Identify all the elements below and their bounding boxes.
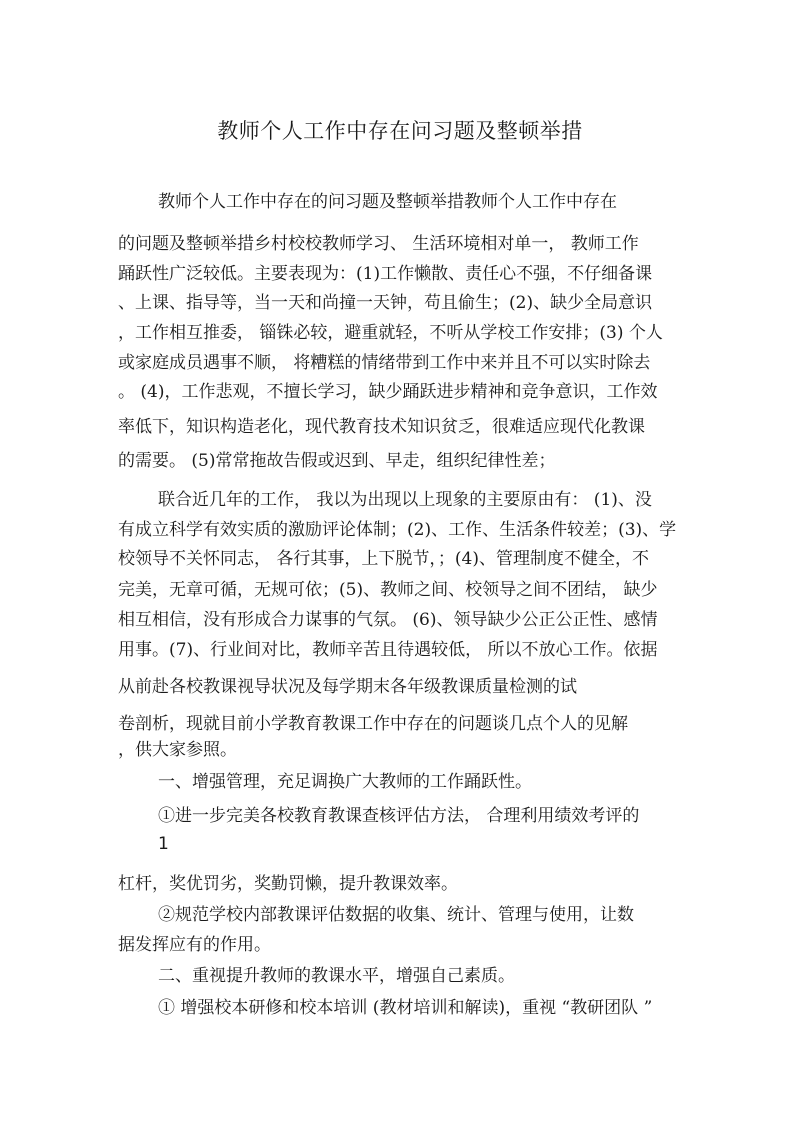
text-line: 联合近几年的工作， 我以为出现以上现象的主要原由有： (1)、没 — [158, 490, 652, 510]
text-line: 校领导不关怀同志， 各行其事，上下脱节，；(4)、管理制度不健全，不 — [118, 549, 649, 569]
section-heading: 一、增强管理，充足调换广大教师的工作踊跃性。 — [158, 772, 532, 792]
text-line: 、上课、指导等，当一天和尚撞一天钟，苟且偷生；(2)、缺少全局意识 — [118, 293, 653, 313]
text-line: ，供大家参照。 — [118, 740, 237, 760]
text-line: 的需要。 (5)常常拖故告假或迟到、早走，组织纪律性差； — [118, 451, 556, 471]
text-line: ①进一步完美各校教育教课查核评估方法， 合理利用绩效考评的 — [158, 806, 640, 826]
text-line: 。 (4)，工作悲观，不擅长学习，缺少踊跃进步精神和竞争意识，工作效 — [118, 382, 658, 402]
text-line: 从前赴各校教课视导状况及每学期末各年级教课质量检测的试 — [118, 677, 577, 697]
document-title: 教师个人工作中存在问习题及整顿举措 — [217, 119, 583, 143]
text-line: 有成立科学有效实质的激励评论体制；(2)、工作、生活条件较差；(3)、学 — [118, 520, 677, 540]
page-number: 1 — [158, 834, 169, 854]
text-line: 率低下，知识构造老化，现代教育技术知识贫乏，很难适应现代化教课 — [118, 417, 645, 437]
text-line: 踊跃性广泛较低。主要表现为：(1)工作懒散、责任心不强，不仔细备课 — [118, 264, 653, 284]
section-heading: 二、重视提升教师的教课水平，增强自己素质。 — [158, 966, 515, 986]
text-line: 教师个人工作中存在的问习题及整顿举措教师个人工作中存在 — [158, 192, 617, 212]
text-line: 或家庭成员遇事不顺， 将糟糕的情绪带到工作中来并且不可以实时除去 — [118, 353, 651, 373]
text-line: 完美，无章可循，无规可依；(5)、教师之间、校领导之间不团结， 缺少 — [118, 580, 658, 600]
text-line: ① 增强校本研修和校本培训 (教材培训和解读)，重视 “教研团队 ” — [158, 998, 653, 1018]
text-line: ，工作相互推委， 锱铢必较，避重就轻，不听从学校工作安排；(3) 个人 — [118, 323, 663, 343]
text-line: 卷剖析，现就目前小学教育教课工作中存在的问题谈几点个人的见解 — [118, 714, 628, 734]
text-line: ②规范学校内部教课评估数据的收集、统计、管理与使用，让数 — [158, 905, 634, 925]
text-line: 的问题及整顿举措乡村校校教师学习、 生活环境相对单一， 教师工作 — [118, 234, 639, 254]
text-line: 用事。(7)、行业间对比，教师辛苦且待遇较低， 所以不放心工作。依据 — [118, 640, 658, 660]
text-line: 据发挥应有的作用。 — [118, 935, 271, 955]
text-line: 相互相信，没有形成合力谋事的气氛。 (6)、领导缺少公正公正性、感情 — [118, 610, 658, 630]
text-line: 杠杆，奖优罚劣，奖勤罚懒，提升教课效率。 — [118, 874, 458, 894]
